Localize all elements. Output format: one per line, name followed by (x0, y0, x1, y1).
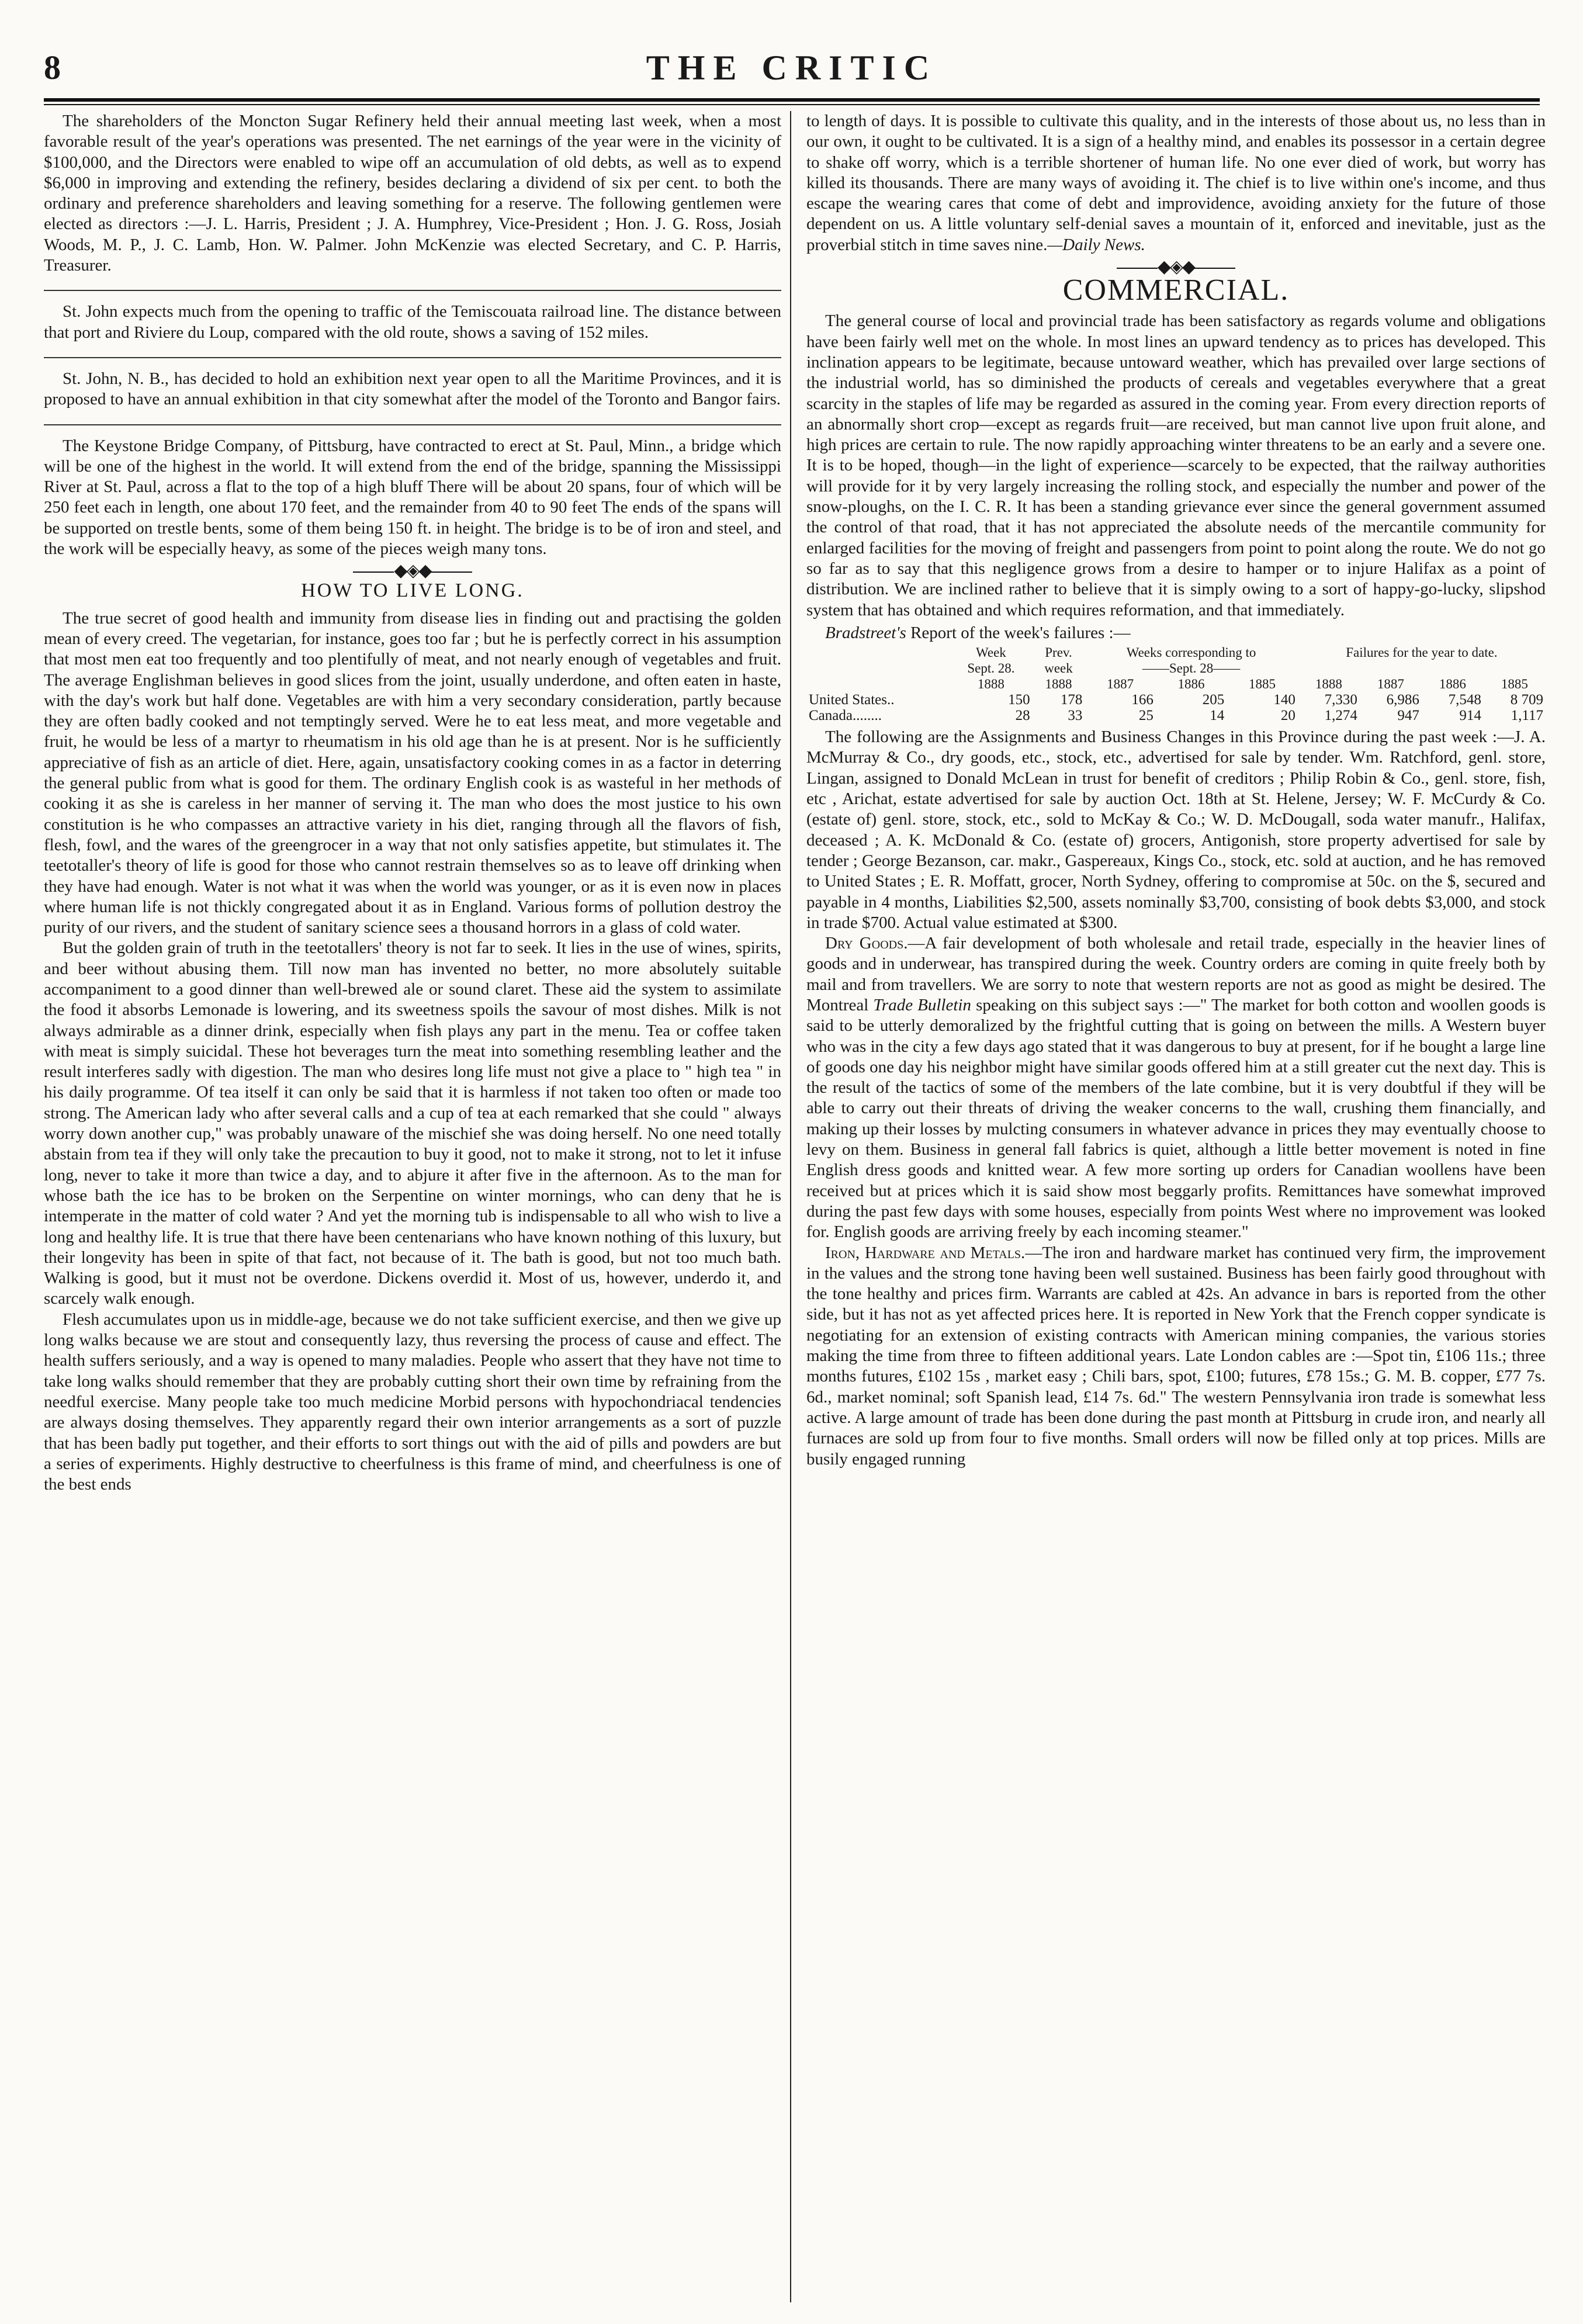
dry-goods-text: —A fair development of both wholesale and retail trade, especially in the heavier lines of goods and in underwear, has transpired during the week. Country orders are coming in quite freely both by mail and from travellers. We are sorry to note that western reports are not as good as might be desired. The Montreal (806, 934, 1546, 1014)
failures-year-cell: 1885 (1249, 677, 1276, 692)
commercial-assignments: The following are the Assignments and Business Changes in this Province during the past week :—J. A. McMurray & Co., dry goods, etc., stock, etc., advertised for sale by tender. Wm. Ratchford, genl. store, Lingan, assigned to Donald McLean in trust for benefit of creditors ; Philip Robin & Co., genl. store, fish, etc , Arichat, estate advertised for sale by auction Oct. 18th at St. Helene, Jersey; W. F. McCurdy & Co. (estate of) genl. store, stock, etc., sold to McKay & Co.; W. D. McDougall, soda water manufr., Halifax, deceased ; A. K. McDonald & Co. (estate of) grocers, Antigonish, store property advertised for sale by tender ; George Bezanson, car. makr., Gaspereaux, Kings Co., stock, etc. sold at auction, and he has removed to United States ; E. R. Moffatt, grocer, North Sydney, offering to compromise at 50c. on the $, secured and payable in 4 months, Liabilities $2,500, assets nominally $3,700, consisting of book debts $3,000, and stock in trade $700. Actual value estimated at $300. (806, 728, 1546, 932)
failures-col-weeks-corresponding: Weeks corresponding to (1126, 645, 1256, 660)
article-st-john-exhibition: St. John, N. B., has decided to hold an exhibition next year open to all the Maritime Provinces, and it is proposed to have an annual exhibition in that city somewhat after the model of the Toronto and Bangor fairs. (44, 369, 781, 409)
heading-commercial: COMMERCIAL. (1062, 273, 1290, 307)
divider (44, 290, 781, 291)
source-daily-news: —Daily News. (1047, 235, 1145, 254)
table-cell: 947 (1397, 708, 1419, 724)
failures-year-cell: 1887 (1107, 677, 1134, 692)
section-ornament: ◆◈◆ (44, 563, 781, 579)
failures-year-cell: 1886 (1177, 677, 1205, 692)
divider (44, 357, 781, 358)
article-keystone-bridge: The Keystone Bridge Company, of Pittsburg, have contracted to erect at St. Paul, Minn., a bridge which will be one of the highest in the world. It will extend from the end of the bridge, spanning the Mississippi River at St. Paul, across a flat to the top of a high bluff There will be about 20 spans, four of which will be 250 feet each in length, one about 170 feet, and the remainder from 40 to 90 feet The ends of the spans will be supported on trestle bents, some of them being 150 ft. in height. The bridge is to be of iron and steel, and the work will be especially heavy, as some of the pieces weigh many tons. (44, 436, 781, 559)
failures-row-label: Canada........ (809, 708, 882, 724)
table-cell: 140 (1273, 692, 1296, 708)
failures-year-cell: 1886 (1439, 677, 1466, 692)
live-long-continuation-text: to length of days. It is possible to cultivate this quality, and in the interests of those about us, no less than in our own, it ought to be cultivated. It is a sign of a healthy mind, and enables its possessor in a certain degree to shake off worry, which is a terrible shortener of human life. No one ever died of work, but worry has killed its thousands. There are many ways of avoiding it. The chief is to live within one's income, and thus escape the wearing cares that come of debt and improvidence, avoiding anxiety for the future of those dependent on us. A little voluntary self-denial saves a mountain of it, enforced and inevitable, just as the proverbial stitch in time saves nine. (806, 112, 1546, 254)
masthead (44, 48, 1540, 93)
table-cell: 7,548 (1448, 692, 1481, 708)
table-cell: 8 709 (1510, 692, 1543, 708)
failures-table (806, 645, 1546, 723)
table-cell: 25 (1138, 708, 1154, 724)
failures-header-row (806, 645, 1546, 660)
failures-year-cell: 1885 (1501, 677, 1528, 692)
article-moncton-refinery: The shareholders of the Moncton Sugar Refinery held their annual meeting last week, when a most favorable result of the year's operations was presented. The net earnings of the year were in the vicinity of $100,000, and the Directors were enabled to wipe off an accumulation of old debts, as well as to expend $6,000 in improving and extending the refinery, besides declaring a dividend of six per cent. to both the ordinary and preference shareholders and leaving something for a reserve. The following gentlemen were elected as directors :—J. L. Harris, President ; J. A. Humphrey, Vice-President ; Hon. J. G. Ross, Josiah Woods, M. P., J. C. Lamb, Hon. W. Palmer. John McKenzie was elected Secretary, and C. P. Harris, Treasurer. (44, 112, 781, 275)
iron-hardware-text: —The iron and hardware market has continued very firm, the improvement in the values and the strong tone having been well sustained. Business has been fairly good throughout with the tone healthy and prices firm. Warrants are cabled at 42s. An advance in bars is reported from the other side, but it has not as yet affected prices here. It is reported in New York that the French copper syndicate is negotiating for an extension of existing contracts with American mining companies, the various stories making the time from three to fifteen additional years. Late London cables are :—Spot tin, £106 11s.; three months futures, £102 15s , market easy ; Chili bars, spot, £100; futures, £78 15s.; G. M. B. copper, £77 7s. 6d., market nominal; soft Spanish lead, £14 7s. 6d." The western Pennsylvania iron trade is somewhat less active. A large amount of trade has been done during the past month at Pittsburg in crude iron, and nearly all furnaces are sold up from four to five months. Small orders will now be filled only at top prices. Mills are busily engaged running (806, 1243, 1546, 1468)
article-temiscouata-railroad: St. John expects much from the opening to traffic of the Temiscouata railroad line. The distance between that port and Riviere du Loup, compared with the old route, shows a saving of 152 miles. (44, 302, 781, 342)
trade-bulletin-title: Trade Bulletin (873, 995, 971, 1014)
heading-how-to-live-long: HOW TO LIVE LONG. (301, 580, 524, 602)
column-rule (790, 111, 791, 2302)
table-cell: 1,274 (1324, 708, 1357, 724)
table-row (806, 708, 1546, 723)
table-cell: 28 (1015, 708, 1030, 724)
bradstreet-intro (806, 623, 1546, 643)
failures-year-cell: 1888 (1045, 677, 1072, 692)
failures-col-week: Week (976, 645, 1006, 660)
table-cell: 7,330 (1324, 692, 1357, 708)
table-cell: 914 (1459, 708, 1481, 724)
dry-goods-text-rest: speaking on this subject says :—" The market for both cotton and woollen goods is said to be utterly demoralized by the frightful cutting that is going on between the mills. A Western buyer who was in the city a few days ago stated that it was dangerous to buy at present, for if he bought a large line of goods one day his neighbor might have similar goods offered him at a still greater cut the next day. This is the result of the tactics of some of the members of the late combine, but it is very doubtful if they will be able to carry out their threats of driving the weaker concerns to the wall, crushing them financially, and making up their losses by mulcting consumers in whatever advance in prices they may eventually choose to levy on them. Business in general fall fabrics is quiet, although a little better movement is noted in fine English dress goods and knitted wear. A few more sorting up orders for Canadian woollens have been received but at prices which it is said show most beggarly profits. Remittances have somewhat improved during the past few days with some houses, especially from points West where no improvement was looked for. English goods are arriving freely by each incoming steamer." (806, 995, 1546, 1242)
table-cell: 166 (1131, 692, 1154, 708)
table-cell: 14 (1210, 708, 1225, 724)
table-cell: 178 (1060, 692, 1083, 708)
table-cell: 33 (1068, 708, 1083, 724)
failures-year-cell: 1888 (1315, 677, 1342, 692)
table-cell: 6,986 (1386, 692, 1419, 708)
iron-hardware-lead: Iron, Hardware and Metals. (825, 1243, 1026, 1262)
commercial-iron-hardware (806, 1243, 1546, 1470)
table-cell: 150 (1008, 692, 1030, 708)
live-long-continuation (806, 111, 1546, 255)
table-cell: 20 (1280, 708, 1296, 724)
table-cell: 205 (1202, 692, 1225, 708)
failures-header-row (806, 660, 1546, 676)
failures-header-cell: week (1044, 661, 1073, 676)
live-long-paragraph-2: But the golden grain of truth in the teetotallers' theory is not far to seek. It lies in the use of wines, spirits, and beer without abusing them. Till now man has invented no better, no more absolutely suitable accompaniment to a good dinner than well-brewed ale or sound claret. These aid the system to assimilate the food it absorbs Lemonade is lowering, and its sweetness spoils the savour of most dishes. Milk is not always admirable as a dinner drink, especially when fish plays any part in the menu. Tea or coffee taken with meat is simply suicidal. These hot beverages turn the meat into something resembling leather and the result interferes sadly with digestion. The man who desires long life must not give a place to " high tea " in his daily programme. Of tea itself it can only be said that it is harmless if not taken too often or made too strong. The American lady who after several calls and a cup of tea at each remarked that she could " always worry down another cup," was probably unaware of the mischief she was doing herself. No one need totally abstain from tea if they will only take the precaution to buy it good, not to make it strong, not to let it infuse long, never to take it more than twice a day, and to abjure it after five in the afternoon. As to the man for whose bath the ice has to be broken on the Serpentine on winter mornings, who can deny that he is intemperate in the matter of cold water ? And yet the morning tub is indispensable to all who wish to live a long and healthy life. It is true that there have been centenarians who have known nothing of this luxury, but their longevity has been in spite of that fact, not because of it. The bath is good, but not too much bath. Walking is good, but it must not be overdone. Dickens overdid it. Most of us, however, underdo it, and scarcely walk enough. (44, 938, 781, 1308)
commercial-dry-goods (806, 933, 1546, 1242)
failures-row-label: United States.. (809, 692, 895, 708)
live-long-paragraph-1: The true secret of good health and immunity from disease lies in finding out and practising the golden mean of every creed. The vegetarian, for instance, goes too far ; but he is perfectly correct in his assumption that most men eat too frequently and too plentifully of meat, and not nearly enough of vegetables and fruit. The average Englishman believes in good slices from the joint, usually underdone, and often eaten in haste, with the day's work but half done. Vegetables are with him a very secondary consideration, partly because they are often badly cooked and not temptingly served. Were he to eat less meat, and more vegetable and fruit, he would be less of a martyr to rheumatism in his old age than he is at present. Nor is he sufficiently appreciative of fish as an article of diet. Here, again, unsatisfactory cooking comes in as a factor in deterring the general public from what is good for them. The ordinary English cook is as wasteful in her methods of cooking it as she is careless in her manner of serving it. The man who does the most justice to his own constitution is he who compasses an attractive variety in his diet, ranging through all the flavors of fish, flesh, fowl, and the wares of the greengrocer in a way that not only satisfies appetite, but stimulates it. The teetotaller's theory of life is good for those who cannot restrain themselves so as to leave off drinking when they have had enough. Water is not what it was when the world was younger, or as it is even now in places where human life is not thickly congregated about it as in England. Various forms of pollution destroy the purity of our rivers, and the student of sanitary science sees a thousand horrors in a glass of cold water. (44, 608, 781, 937)
table-cell: 1,117 (1511, 708, 1543, 724)
paper-title: THE CRITIC (646, 49, 938, 87)
divider (44, 424, 781, 425)
dry-goods-lead: Dry Goods. (825, 934, 908, 953)
table-row (806, 692, 1546, 708)
right-column (806, 111, 1546, 1470)
live-long-paragraph-3: Flesh accumulates upon us in middle-age, because we do not take sufficient exercise, and then we give up long walks because we are stout and consequently lazy, thus reversing the process of cause and effect. The health suffers seriously, and a way is opened to many maladies. People who assert that they have not time to take long walks should remember that they are probably cutting short their own time by refraining from the needful exercise. Many people take too much medicine Morbid persons with hypochondriacal tendencies are always dosing themselves. They apparently regard their own interior arrangements as a sort of puzzle that has been badly put together, and their efforts to sort things out with the aid of pills and powders are but a series of experiments. Highly destructive to cheerfulness is this frame of mind, and cheerfulness is one of the best ends (44, 1310, 781, 1494)
failures-header-cell: ——Sept. 28—— (1142, 661, 1241, 676)
bradstreet-intro-text: Report of the week's failures :— (906, 623, 1131, 642)
failures-header-cell: Sept. 28. (967, 661, 1015, 676)
section-ornament: ◆◈◆ (806, 259, 1546, 275)
failures-year-row (806, 676, 1546, 692)
failures-col-year-to-date: Failures for the year to date. (1346, 645, 1498, 660)
page-number: 8 (44, 49, 61, 86)
failures-year-cell: 1888 (977, 677, 1004, 692)
commercial-paragraph-1: The general course of local and provincial trade has been satisfactory as regards volume and obligations have been fairly well met on the whole. In most lines an upward tendency as to prices has developed. This inclination appears to be legitimate, because untoward weather, which has prevailed over large sections of the industrial world, has so diminished the products of cereals and vegetables everywhere that a great scarcity in the staples of life may be regarded as assured in the coming year. From every direction reports of an abnormally short crop—except as regards fruit—are received, but man cannot live upon fruit alone, and high prices are certain to rule. The now rapidly approaching winter threatens to be an early and a severe one. It is to be hoped, though—in the light of experience—scarcely to be expected, that the railway authorities will provide for it by very largely increasing the rolling stock, and especially the number and power of the snow-ploughs, on the I. C. R. It has been a standing grievance ever since the general government assumed the control of that road, that it has not appreciated the absolute needs of the mercantile community for enlarged facilities for the moving of freight and passengers from point to point along the route. We do not go so far as to say that this negligence grows from a desire to hamper or to injure Halifax as a point of distribution. We are inclined rather to believe that it is simply owing to a sort of happy-go-lucky, slipshod system that has obtained and which requires reformation, and that immediately. (806, 311, 1546, 619)
failures-year-cell: 1887 (1377, 677, 1404, 692)
masthead-rule (44, 98, 1540, 105)
left-column (44, 111, 781, 1495)
failures-col-prev: Prev. (1045, 645, 1072, 660)
bradstreet-source: Bradstreet's (825, 623, 906, 642)
